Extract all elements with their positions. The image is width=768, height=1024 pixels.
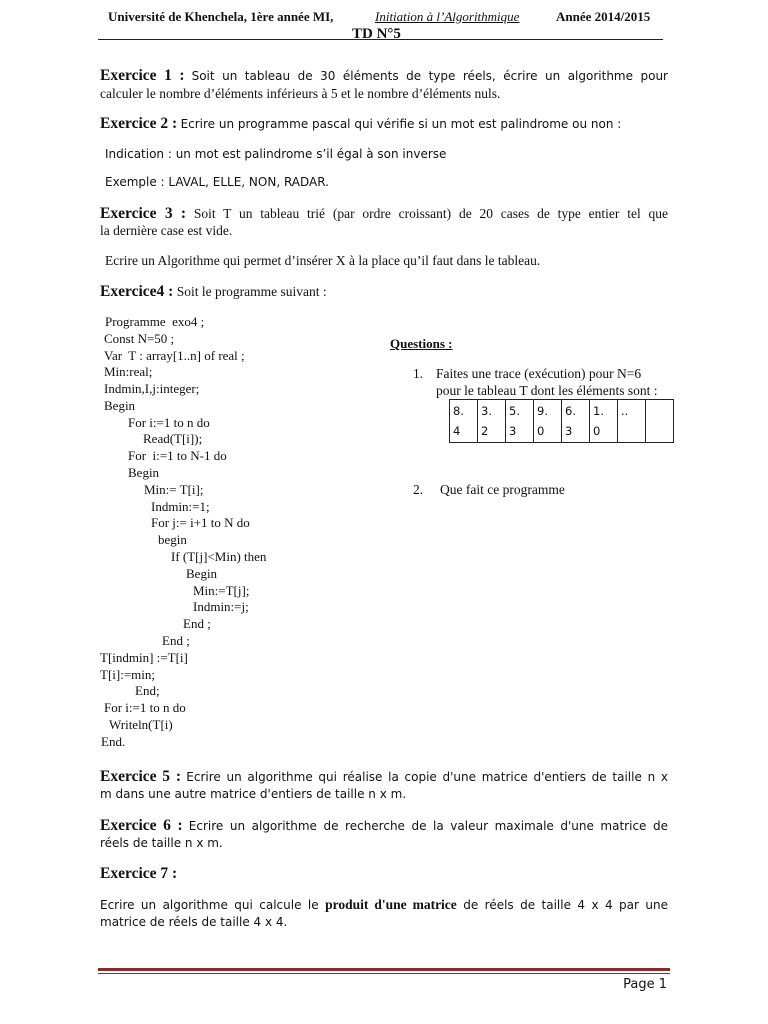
- cell-value: 5.: [509, 404, 520, 418]
- question-1-number: 1.: [413, 366, 424, 381]
- exercise-2-title: Exercice 2 :: [100, 115, 178, 132]
- table-cell: [590, 400, 618, 443]
- code-line: End ;: [183, 616, 211, 631]
- exercise-1: [100, 67, 668, 102]
- exercise-6-title: Exercice 6 :: [100, 817, 183, 834]
- code-line: Begin: [128, 465, 160, 480]
- code-line: Min:= T[i];: [144, 482, 204, 497]
- header-university: Université de Khenchela, 1ère année MI,: [108, 9, 334, 24]
- exercise-6-line2: réels de taille n x m.: [100, 836, 223, 850]
- code-line: Begin: [104, 398, 136, 413]
- table-cell: [534, 400, 562, 443]
- code-line: For i:=1 to N-1 do: [128, 448, 227, 463]
- code-line: Indmin:=1;: [151, 499, 210, 514]
- question-2-text: Que fait ce programme: [440, 482, 565, 497]
- cell-value: 8.: [453, 404, 464, 418]
- cell-value: ..: [621, 404, 629, 418]
- exercise-2-indication: Indication : un mot est palindrome s’il égal à son inverse: [105, 147, 447, 161]
- header-course: Initiation à l’Algorithmique: [375, 9, 520, 24]
- exercise-7-line2: matrice de réels de taille 4 x 4.: [100, 915, 288, 929]
- table-cell: [646, 400, 674, 443]
- exercise-4-heading: [100, 283, 327, 301]
- code-line: Indmin:=j;: [193, 599, 249, 614]
- exercise-2-example: Exemple : LAVAL, ELLE, NON, RADAR.: [105, 175, 329, 189]
- code-line: T[i]:=min;: [100, 667, 155, 682]
- exercise-5-title: Exercice 5 :: [100, 768, 181, 785]
- page-number: Page 1: [623, 977, 667, 992]
- cell-value: 2: [481, 424, 489, 438]
- header-rule: [98, 39, 663, 40]
- code-line: End;: [135, 683, 160, 698]
- code-line: Programme exo4 ;: [105, 314, 205, 329]
- footer-rule-thick: [98, 968, 670, 971]
- exercise-7: [100, 896, 668, 931]
- code-line: For j:= i+1 to N do: [151, 515, 250, 530]
- exercise-3: [100, 205, 668, 239]
- exercise-6: [100, 817, 668, 852]
- code-line: Read(T[i]);: [143, 431, 203, 446]
- trace-table: [449, 399, 674, 443]
- table-row: [450, 400, 674, 443]
- table-cell: [506, 400, 534, 443]
- exercise-4-title: Exercice4 :: [100, 283, 174, 300]
- question-1-line1: Faites une trace (exécution) pour N=6: [436, 366, 642, 381]
- exercise-5-line1: Ecrire un algorithme qui réalise la copie d'une matrice d'entiers de taille n x: [186, 770, 668, 784]
- exercise-7-title: Exercice 7 :: [100, 865, 178, 882]
- exercise-4-text: Soit le programme suivant :: [176, 284, 327, 299]
- code-line: Const N=50 ;: [104, 331, 175, 346]
- table-cell: [562, 400, 590, 443]
- cell-value: 0: [537, 424, 545, 438]
- exercise-1-line1: Soit un tableau de 30 éléments de type réels, écrire un algorithme pour: [191, 69, 668, 83]
- code-line: End.: [101, 734, 126, 749]
- exercise-5-line2: m dans une autre matrice d'entiers de taille n x m.: [100, 787, 407, 801]
- code-line: For i:=1 to n do: [128, 415, 210, 430]
- exercise-3-line1: Soit T un tableau trié (par ordre croissant) de 20 cases de type entier tel que: [193, 206, 668, 221]
- cell-value: 1.: [593, 404, 604, 418]
- exercise-7-post: de réels de taille 4 x 4 par une: [463, 898, 668, 912]
- code-line: Min:=T[j];: [193, 583, 250, 598]
- exercise-3-title: Exercice 3 :: [100, 205, 187, 222]
- footer-rule-thin: [98, 973, 670, 974]
- table-cell: [618, 400, 646, 443]
- exercise-6-line1: Ecrire un algorithme de recherche de la valeur maximale d'une matrice de: [188, 819, 668, 833]
- question-1-line2: pour le tableau T dont les éléments sont :: [436, 383, 658, 398]
- cell-value: 3: [509, 424, 517, 438]
- cell-value: 6.: [565, 404, 576, 418]
- cell-value: 9.: [537, 404, 548, 418]
- exercise-1-line2: calculer le nombre d’éléments inférieurs à 5 et le nombre d’éléments nuls.: [100, 86, 501, 101]
- code-line: Var T : array[1..n] of real ;: [104, 348, 245, 363]
- question-2-number: 2.: [413, 482, 424, 497]
- exercise-7-bold: produit d'une matrice: [325, 897, 457, 912]
- exercise-3-line2: la dernière case est vide.: [100, 223, 233, 238]
- cell-value: 3.: [481, 404, 492, 418]
- cell-value: 0: [593, 424, 601, 438]
- code-line: If (T[j]<Min) then: [171, 549, 267, 564]
- questions-title: Questions :: [390, 336, 453, 351]
- code-line: T[indmin] :=T[i]: [100, 650, 188, 665]
- code-line: Min:real;: [104, 364, 153, 379]
- exercise-1-title: Exercice 1 :: [100, 67, 185, 84]
- exercise-2-heading: [100, 115, 621, 133]
- td-title: TD N°5: [352, 26, 401, 38]
- code-line: begin: [158, 532, 187, 547]
- exercise-5: [100, 768, 668, 803]
- code-line: Indmin,I,j:integer;: [104, 381, 200, 396]
- cell-value: 4: [453, 424, 461, 438]
- table-cell: [450, 400, 478, 443]
- code-line: For i:=1 to n do: [104, 700, 186, 715]
- cell-value: 3: [565, 424, 573, 438]
- code-line: Writeln(T[i): [109, 717, 173, 732]
- table-cell: [478, 400, 506, 443]
- header-year: Année 2014/2015: [556, 9, 651, 24]
- exercise-2-text: Ecrire un programme pascal qui vérifie si un mot est palindrome ou non :: [180, 117, 622, 131]
- code-line: End ;: [162, 633, 190, 648]
- exercise-7-pre: Ecrire un algorithme qui calcule le: [100, 898, 319, 912]
- exercise-3-task: Ecrire un Algorithme qui permet d’insérer X à la place qu’il faut dans le tableau.: [105, 253, 541, 268]
- code-line: Begin: [186, 566, 218, 581]
